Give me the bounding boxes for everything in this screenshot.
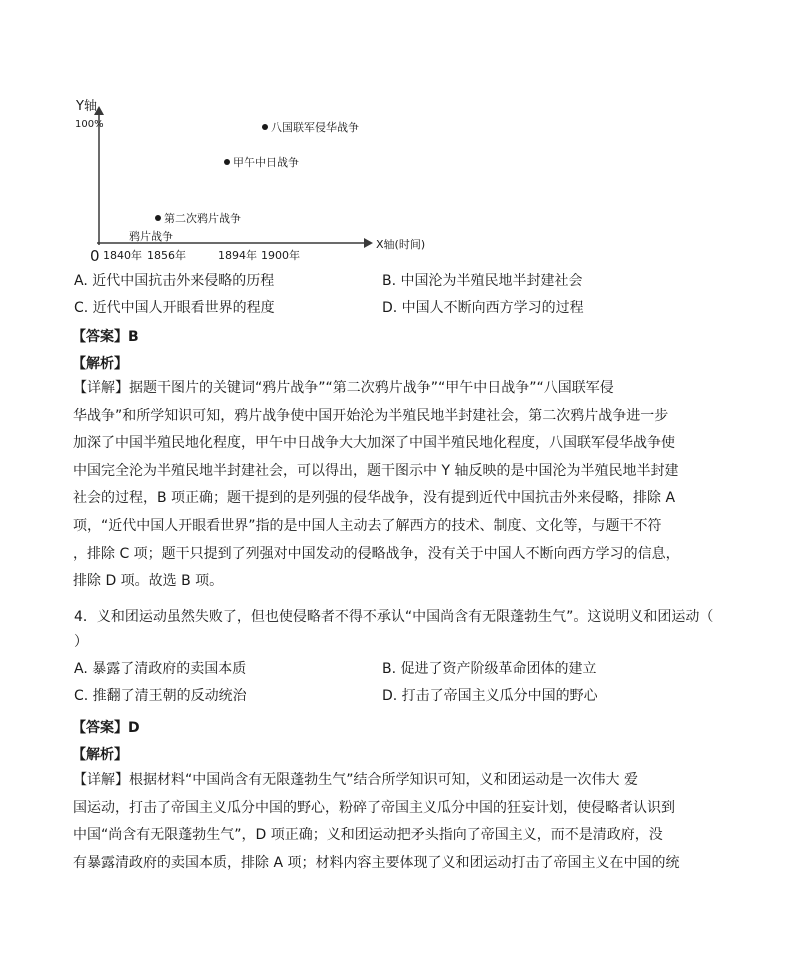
point-marker <box>224 159 230 165</box>
q3-detail-line: 排除 D 项。故选 B 项。 <box>73 573 224 590</box>
q4-answer: 【答案】D <box>72 720 140 736</box>
x-axis-arrow <box>364 238 373 248</box>
q4-detail-line: 国运动，打击了帝国主义瓜分中国的野心，粉碎了帝国主义瓜分中国的狂妄计划，使侵略者认识到 <box>73 799 675 816</box>
point-label: 鸦片战争 <box>129 230 173 243</box>
point-marker <box>262 124 268 130</box>
q3-detail-line: 项，“近代中国人开眼看世界”指的是中国人主动去了解西方的技术、制度、文化等，与题干不符 <box>73 517 662 534</box>
q3-detail-line: 社会的过程，B 项正确；题干提到的是列强的侵华战争，没有提到近代中国抗击外来侵略，排除 A <box>73 490 676 507</box>
q3-detail <box>73 375 693 596</box>
point-label: 第二次鸦片战争 <box>164 212 241 225</box>
x-tick-label: 1900年 <box>261 249 300 262</box>
q4-option-c: C. 推翻了清王朝的反动统治 <box>74 688 247 704</box>
q4-detail <box>73 767 693 877</box>
q3-option-b: B. 中国沦为半殖民地半封建社会 <box>382 273 583 289</box>
q4-stem-line2: ） <box>74 634 88 650</box>
q4-stem-line1: 4．义和团运动虽然失败了，但也使侵略者不得不承认“中国尚含有无限蓬勃生气”。这说明义和团运动（ <box>74 609 714 625</box>
point-marker <box>155 215 161 221</box>
y-tick-100: 100% <box>75 119 104 130</box>
q4-option-d: D. 打击了帝国主义瓜分中国的野心 <box>382 688 598 704</box>
y-axis-label: Y轴 <box>76 99 97 114</box>
x-tick-label: 1840年 <box>103 249 142 262</box>
q3-detail-line: 【详解】据题干图片的关键词“鸦片战争”“第二次鸦片战争”“甲午中日战争”“八国联军侵 <box>73 380 614 396</box>
origin-label: 0 <box>90 247 100 265</box>
q4-option-a: A. 暴露了清政府的卖国本质 <box>74 661 247 677</box>
point-label: 八国联军侵华战争 <box>271 121 359 134</box>
q4-detail-line: 中国“尚含有无限蓬勃生气”，D 项正确；义和团运动把矛头指向了帝国主义，而不是清政府，没 <box>73 827 663 844</box>
q3-detail-line: 加深了中国半殖民地化程度，甲午中日战争大大加深了中国半殖民地化程度，八国联军侵华战争使 <box>73 435 675 452</box>
q3-detail-line: ，排除 C 项；题干只提到了列强对中国发动的侵略战争，没有关于中国人不断向西方学习的信息， <box>73 545 680 562</box>
q4-detail-line: 有暴露清政府的卖国本质，排除 A 项；材料内容主要体现了义和团运动打击了帝国主义在中国的统 <box>73 854 680 871</box>
q3-analysis-label: 【解析】 <box>72 356 128 372</box>
q4-option-b: B. 促进了资产阶级革命团体的建立 <box>382 661 597 677</box>
x-tick-label: 1894年 <box>218 249 257 262</box>
q3-option-c: C. 近代中国人开眼看世界的程度 <box>74 300 275 316</box>
q3-answer: 【答案】B <box>72 329 139 345</box>
q3-detail-line: 华战争”和所学知识可知，鸦片战争使中国开始沦为半殖民地半封建社会，第二次鸦片战争进一步 <box>73 407 669 424</box>
war-timeline-chart <box>0 0 793 270</box>
x-tick-label: 1856年 <box>147 249 186 262</box>
q3-option-a: A. 近代中国抗击外来侵略的历程 <box>74 273 275 289</box>
q4-analysis-label: 【解析】 <box>72 747 128 763</box>
q3-option-d: D. 中国人不断向西方学习的过程 <box>382 300 584 316</box>
q3-detail-line: 中国完全沦为半殖民地半封建社会，可以得出，题干图示中 Y 轴反映的是中国沦为半殖民地半封建 <box>73 462 679 479</box>
x-axis-label: X轴(时间) <box>376 238 426 251</box>
point-label: 甲午中日战争 <box>233 156 299 169</box>
q4-detail-line: 【详解】根据材料“中国尚含有无限蓬勃生气”结合所学知识可知，义和团运动是一次伟大 爱 <box>73 772 638 788</box>
